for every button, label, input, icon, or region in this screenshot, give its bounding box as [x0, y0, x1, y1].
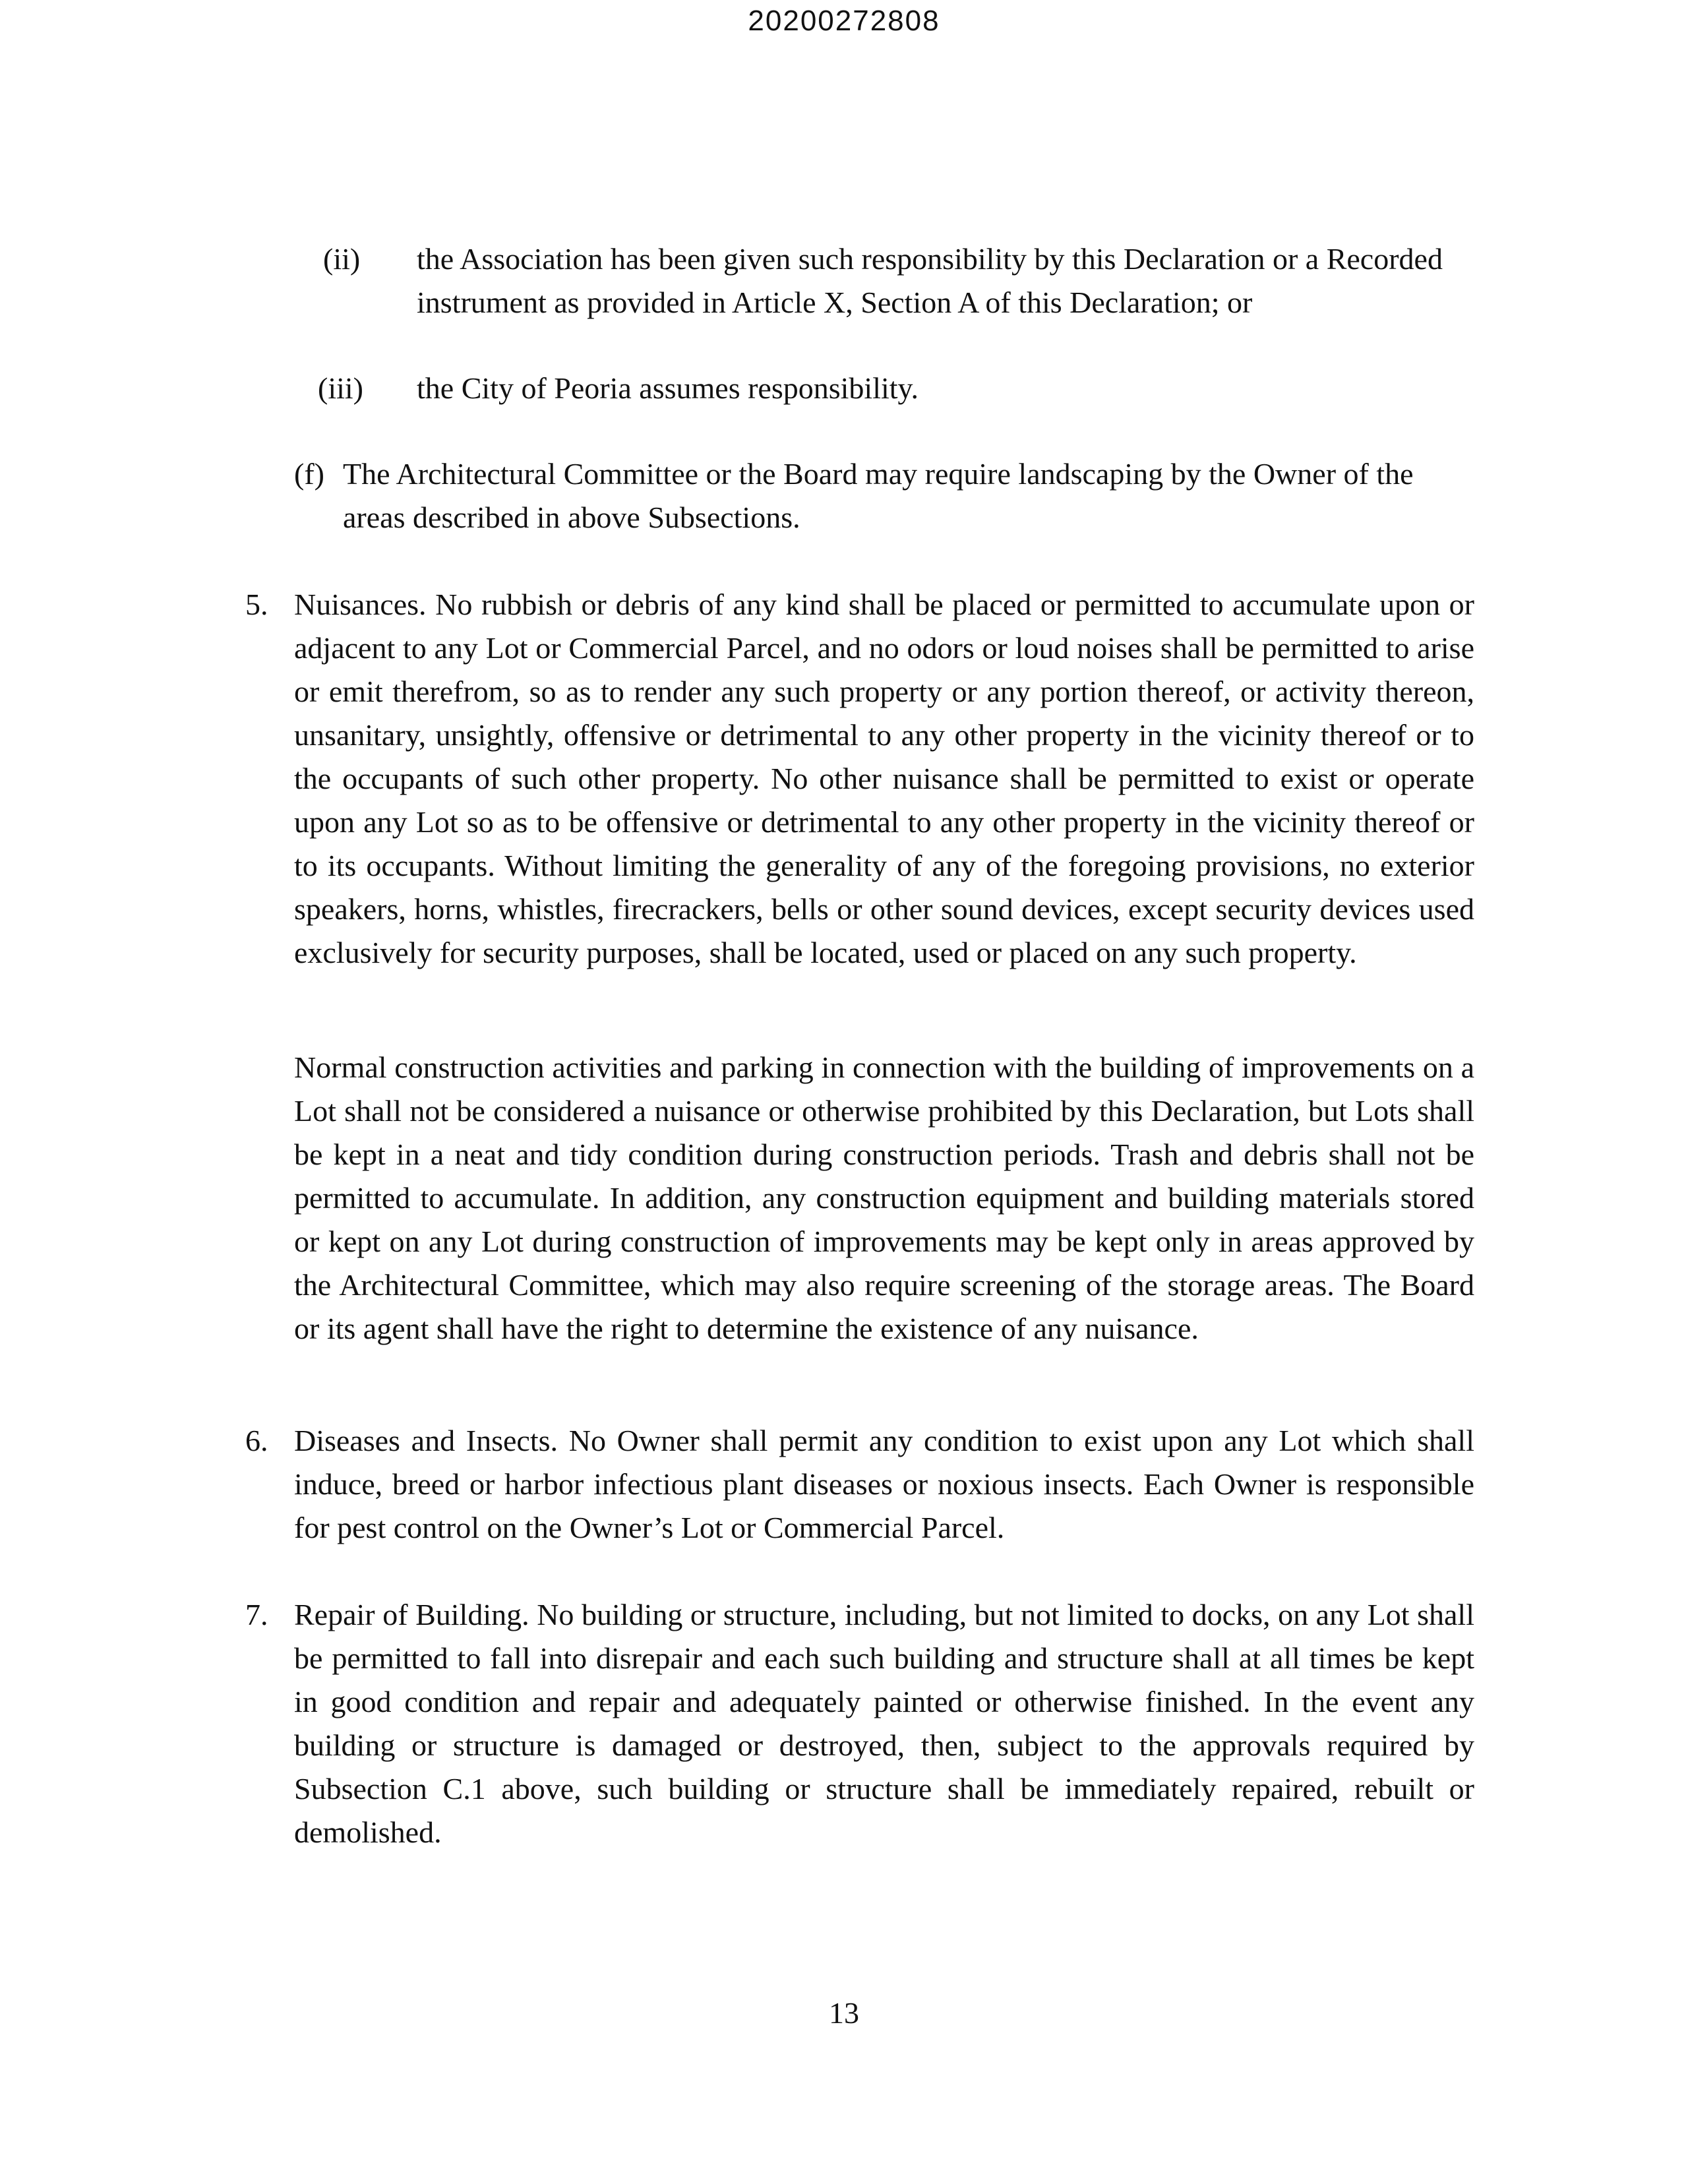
section-number-5: 5. [245, 588, 268, 621]
item-marker-iii: (iii) [318, 371, 363, 405]
item-text-ii: the Association has been given such responsibility by this Declaration or a Recorded instrument as provided in Article X, Section A of this Declaration; or [417, 242, 1443, 319]
section-text-6: Diseases and Insects. No Owner shall permit any condition to exist upon any Lot which shall induce, breed or harbor infectious plant diseases or noxious insects. Each Owner is responsible for pest control on the Owner’s Lot or Commercial Parcel. [294, 1424, 1474, 1544]
section-number-6: 6. [245, 1424, 268, 1457]
section-number-7: 7. [245, 1598, 268, 1631]
item-text-f: The Architectural Committee or the Board may require landscaping by the Owner of the areas described in above Subsections. [343, 457, 1414, 534]
section-text-7: Repair of Building. No building or structure, including, but not limited to docks, on any Lot shall be permitted to fall into disrepair and each such building and structure shall at all times be kept in good condition and repair and adequately painted or otherwise finished. In the event any building or structure is damaged or destroyed, then, subject to the approvals required by Subsection C.1 above, such building or structure shall be immediately repaired, rebuilt or demolished. [294, 1598, 1474, 1849]
page-number: 13 [829, 1996, 859, 2030]
section-text-5: Nuisances. No rubbish or debris of any kind shall be placed or permitted to accumulate upon or adjacent to any Lot or Commercial Parcel, and no odors or loud noises shall be permitted to arise or emit therefrom, so as to render any such property or any portion thereof, or activity thereon, unsanitary, unsightly, offensive or detrimental to any other property in the vicinity thereof or to the occupants of such other property. No other nuisance shall be permitted to exist or operate upon any Lot so as to be offensive or detrimental to any other property in the vicinity thereof or to its occupants. Without limiting the generality of any of the foregoing provisions, no exterior speakers, horns, whistles, firecrackers, bells or other sound devices, except security devices used exclusively for security purposes, shall be located, used or placed on any such property. [294, 588, 1474, 969]
item-text-iii: the City of Peoria assumes responsibility. [417, 371, 919, 405]
document-number: 20200272808 [748, 5, 940, 37]
item-marker-ii: (ii) [323, 242, 361, 276]
item-marker-f: (f) [294, 457, 324, 491]
section-continuation-5: Normal construction activities and parking in connection with the building of improvements on a Lot shall not be considered a nuisance or otherwise prohibited by this Declaration, but Lots shall be kept in a neat and tidy condition during construction periods. Trash and debris shall not be permitted to accumulate. In addition, any construction equipment and building materials stored or kept on any Lot during construction of improvements may be kept only in areas approved by the Architectural Committee, which may also require screening of the storage areas. The Board or its agent shall have the right to determine the existence of any nuisance. [294, 1050, 1474, 1345]
